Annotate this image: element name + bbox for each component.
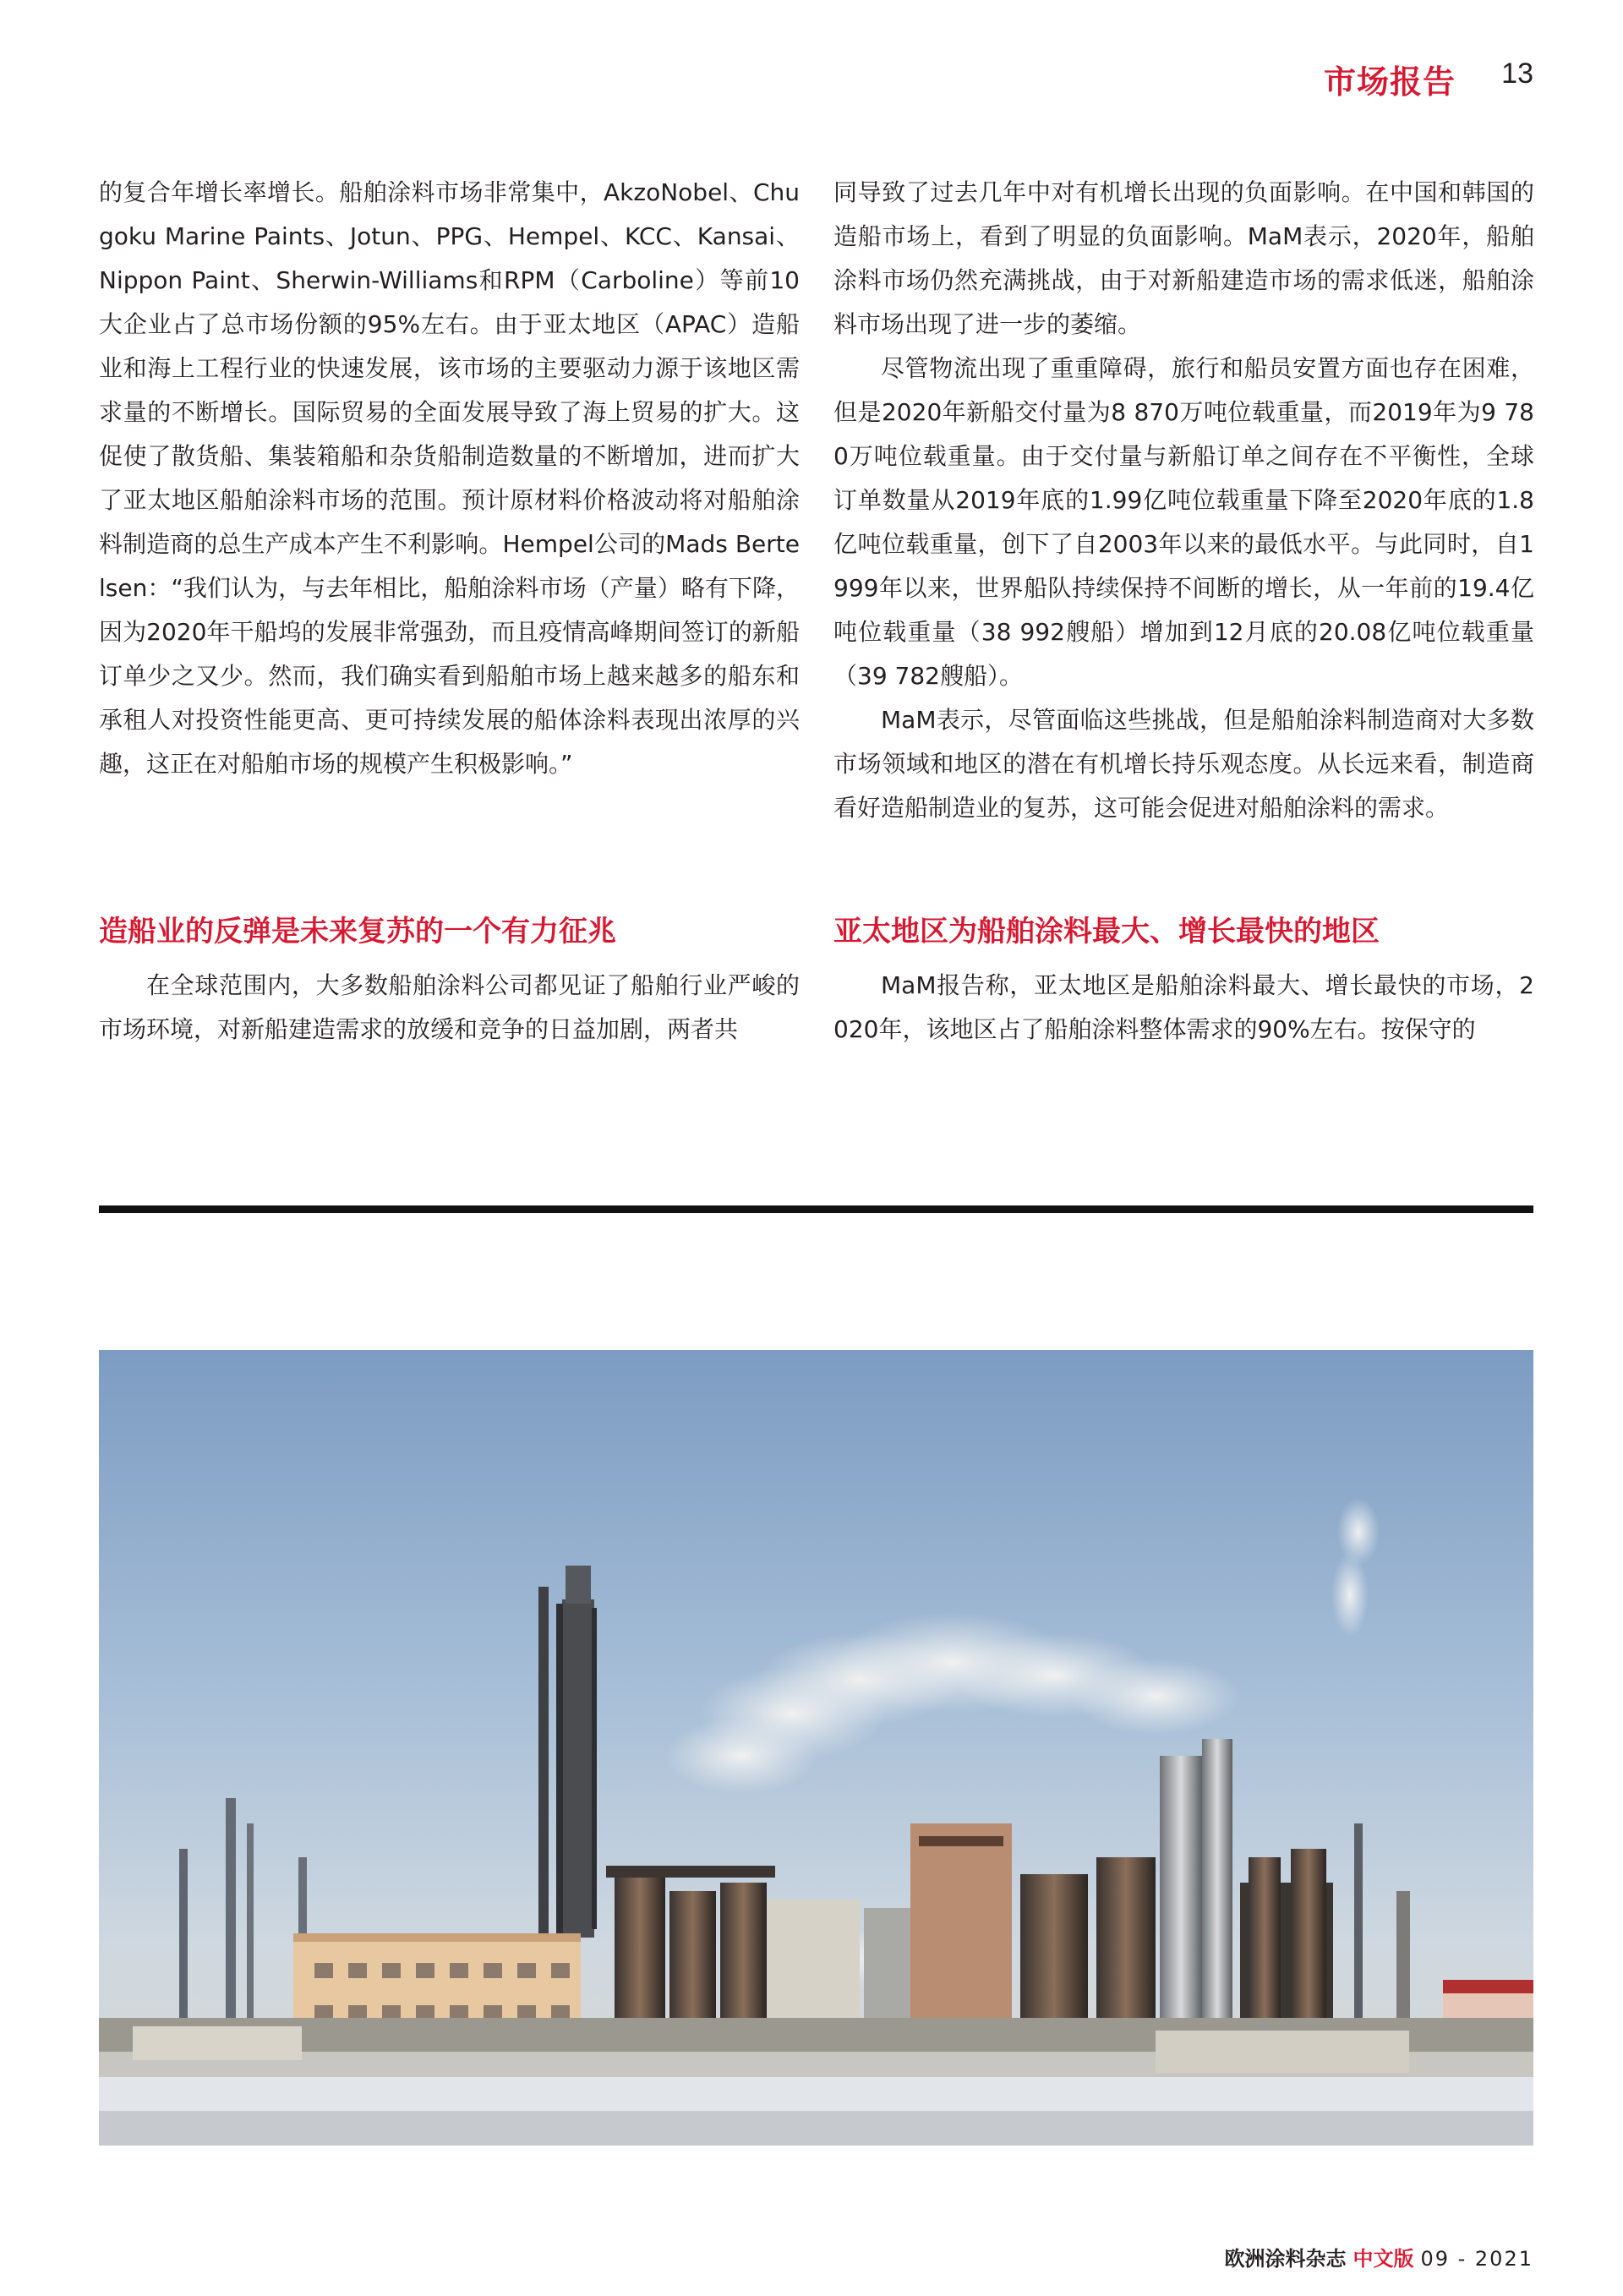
issue-label: 09 - 2021 bbox=[1420, 2247, 1533, 2271]
left-column-bottom bbox=[99, 964, 800, 1052]
footer bbox=[1224, 2242, 1533, 2271]
paragraph: 的复合年增长率增长。船舶涂料市场非常集中，AkzoNobel、Chugoku Marine Paints、Jotun、PPG、Hempel、KCC、Kansai、Nippon Paint、Sherwin-Williams和RPM（Carboline）等前10大企业占了总市场份额的95%左右。由于亚太地区（APAC）造船业和海上工程行业的快速发展，该市场的主要驱动力源于该地区需求量的不断增长。国际贸易的全面发展导致了海上贸易的扩大。这促使了散货船、集装箱船和杂货船制造数量的不断增加，进而扩大了亚太地区船舶涂料市场的范围。预计原材料价格波动将对船舶涂料制造商的总生产成本产生不利影响。Hempel公司的Mads Bertelsen：“我们认为，与去年相比，船舶涂料市场（产量）略有下降，因为2020年干船坞的发展非常强劲，而且疫情高峰期间签订的新船订单少之又少。然而，我们确实看到船舶市场上越来越多的船东和承租人对投资性能更高、更可持续发展的船体涂料表现出浓厚的兴趣，这正在对船舶市场的规模产生积极影响。” bbox=[99, 178, 800, 778]
right-column-top bbox=[833, 171, 1534, 830]
paragraph: 在全球范围内，大多数船舶涂料公司都见证了船舶行业严峻的市场环境，对新船建造需求的放缓和竞争的日益加剧，两者共 bbox=[99, 971, 800, 1043]
section-title: 市场报告 bbox=[1323, 63, 1456, 101]
paragraph: 尽管物流出现了重重障碍，旅行和船员安置方面也存在困难，但是2020年新船交付量为8 870万吨位载重量，而2019年为9 780万吨位载重量。由于交付量与新船订单之间存在不平衡性，全球订单数量从2019年底的1.99亿吨位载重量下降至2020年底的1.8亿吨位载重量，创下了自2003年以来的最低水平。与此同时，自1999年以来，世界船队持续保持不间断的增长，从一年前的19.4亿吨位载重量（38 992艘船）增加到12月底的20.08亿吨位载重量（39 782艘船）。 bbox=[833, 354, 1534, 690]
edition-label: 中文版 bbox=[1352, 2247, 1414, 2271]
divider-rule bbox=[99, 1205, 1533, 1213]
paragraph: MaM报告称，亚太地区是船舶涂料最大、增长最快的市场，2020年，该地区占了船舶涂料整体需求的90%左右。按保守的 bbox=[833, 971, 1534, 1043]
industrial-plant-photo bbox=[99, 1350, 1533, 2146]
right-subheading: 亚太地区为船舶涂料最大、增长最快的地区 bbox=[833, 915, 1380, 948]
page-number: 13 bbox=[1501, 57, 1533, 90]
paragraph: 同导致了过去几年中对有机增长出现的负面影响。在中国和韩国的造船市场上，看到了明显的负面影响。MaM表示，2020年，船舶涂料市场仍然充满挑战，由于对新船建造市场的需求低迷，船舶涂料市场出现了进一步的萎缩。 bbox=[833, 178, 1534, 338]
paragraph: MaM表示，尽管面临这些挑战，但是船舶涂料制造商对大多数市场领域和地区的潜在有机增长持乐观态度。从长远来看，制造商看好造船制造业的复苏，这可能会促进对船舶涂料的需求。 bbox=[833, 706, 1534, 822]
right-column-bottom bbox=[833, 964, 1534, 1052]
left-column-top bbox=[99, 171, 800, 786]
left-subheading: 造船业的反弹是未来复苏的一个有力征兆 bbox=[99, 915, 616, 948]
magazine-name: 欧洲涂料杂志 bbox=[1224, 2247, 1347, 2271]
